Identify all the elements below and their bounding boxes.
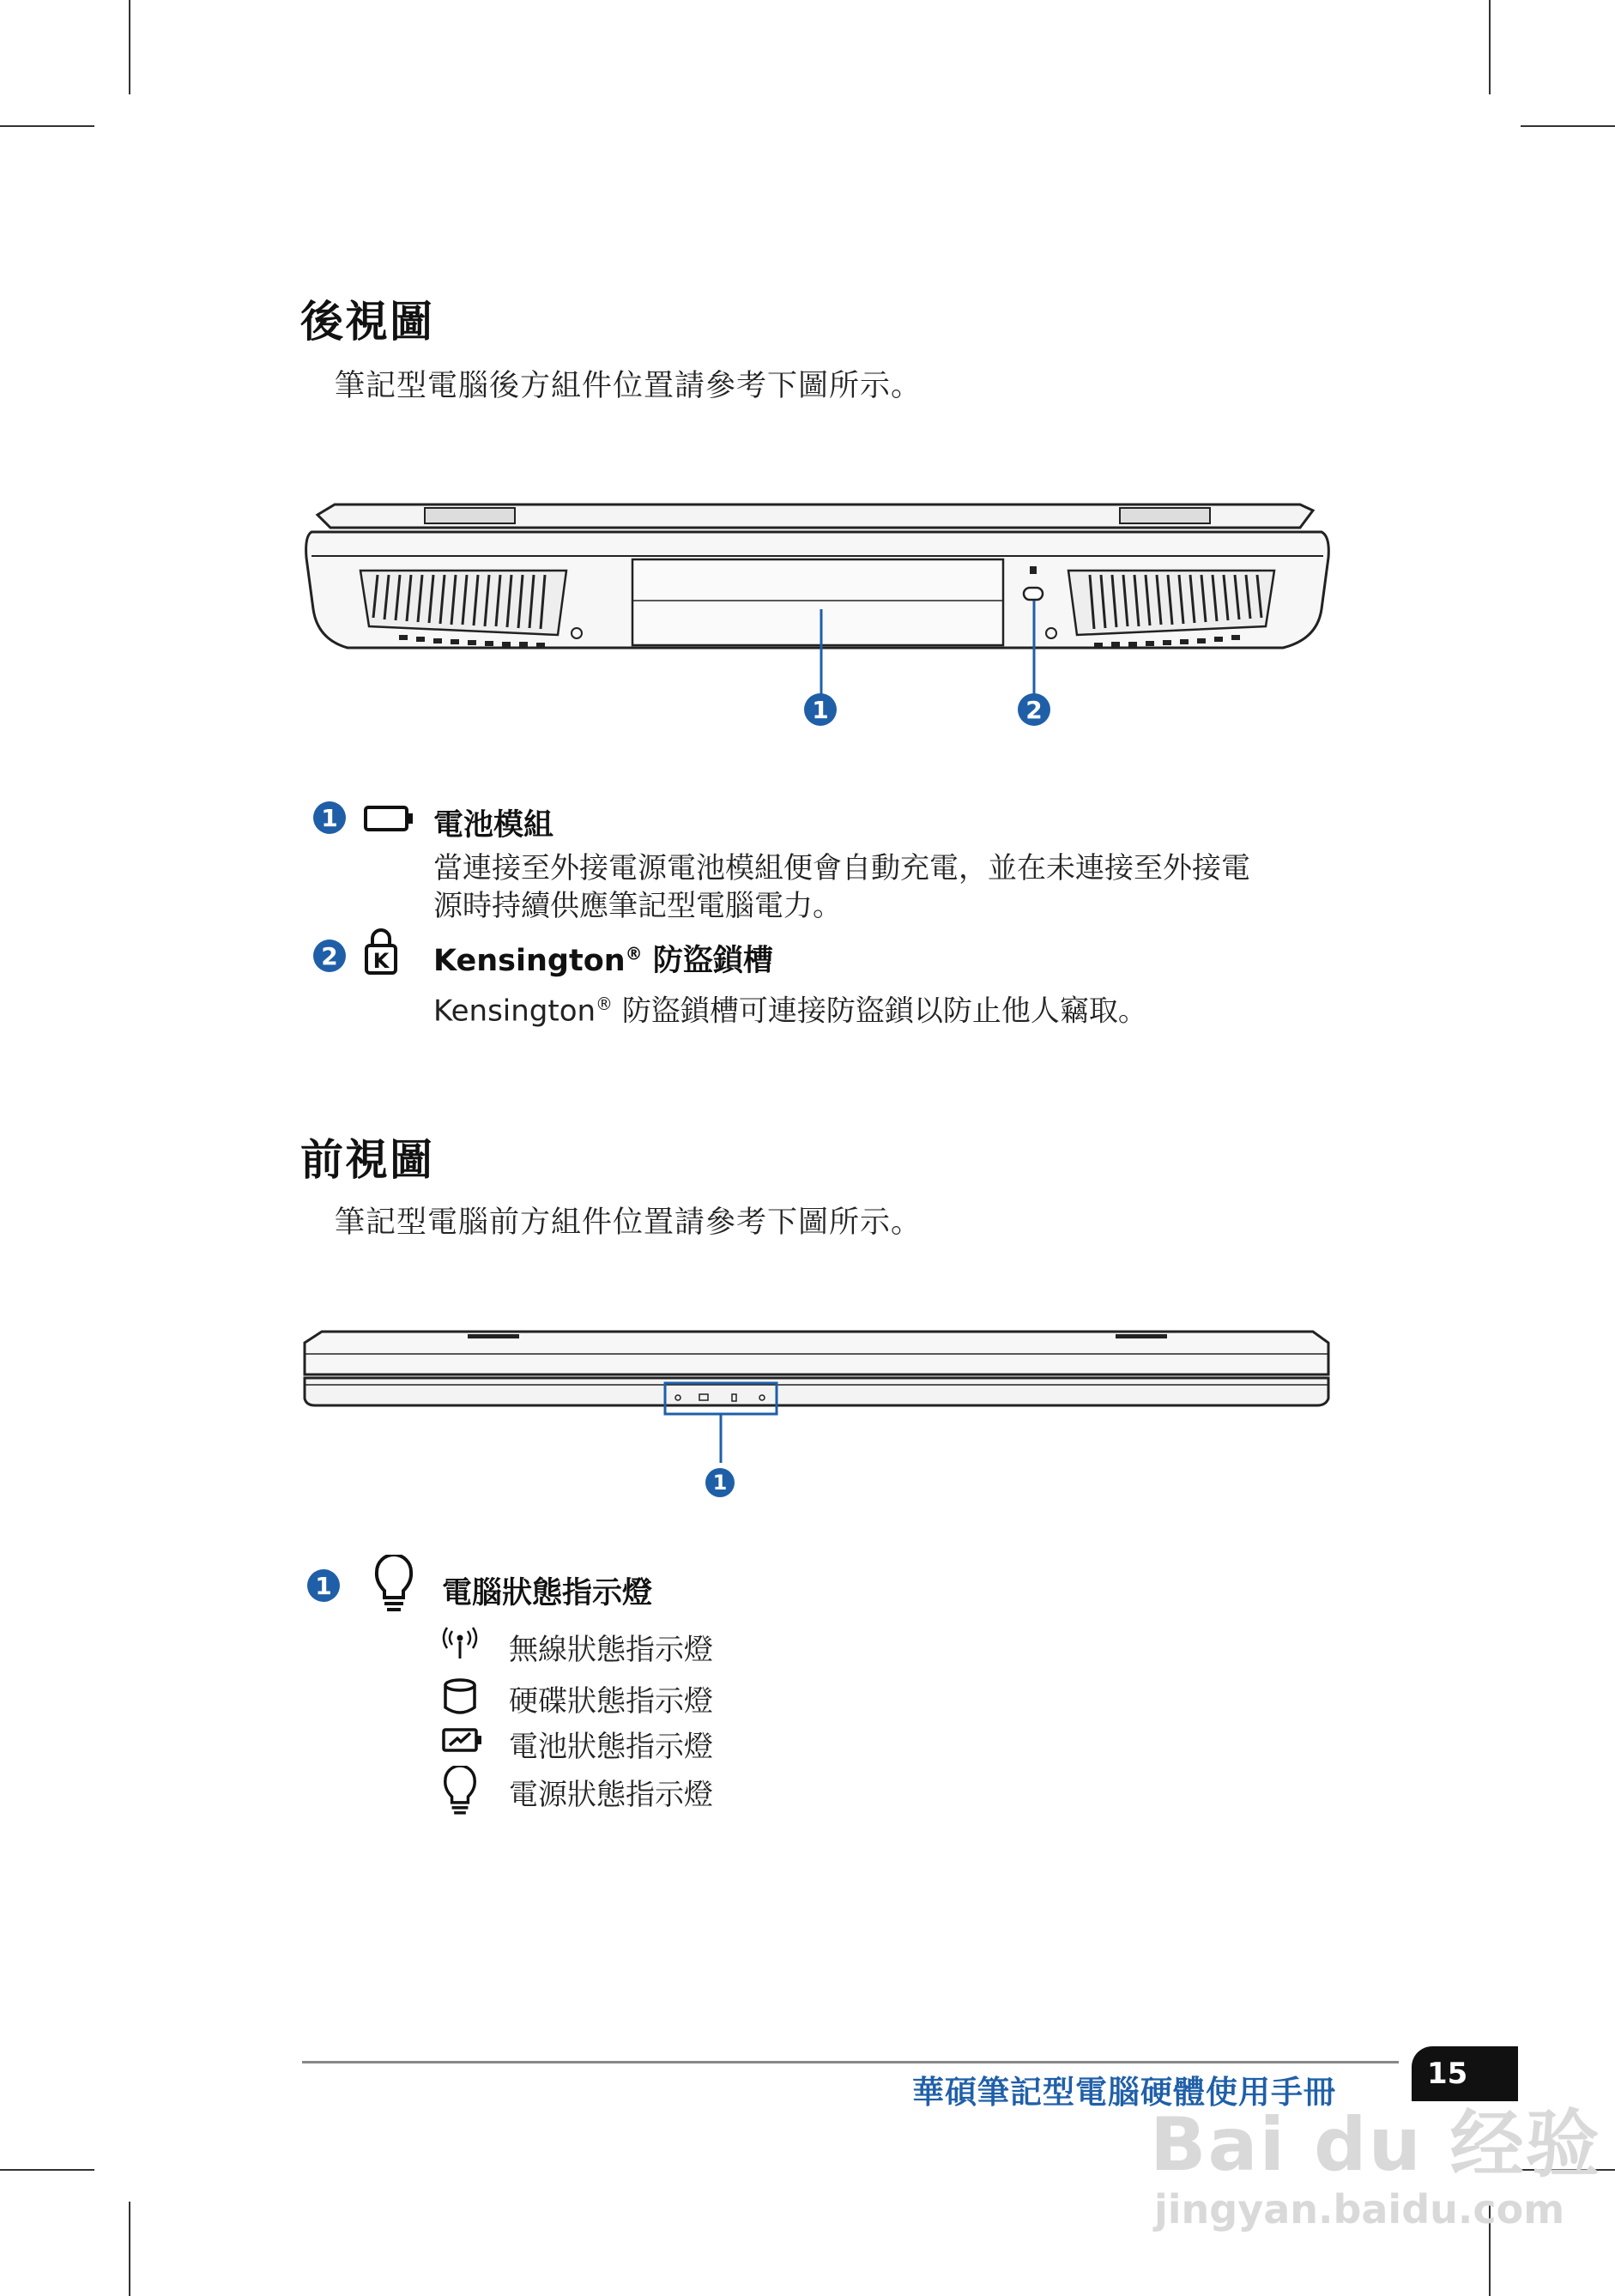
bulb-icon xyxy=(374,1555,414,1615)
hdd-indicator-label: 硬碟狀態指示燈 xyxy=(509,1684,713,1719)
svg-text:K: K xyxy=(372,949,390,973)
status-indicator-title: 電腦狀態指示燈 xyxy=(442,1576,653,1610)
front-view-heading: 前視圖 xyxy=(300,1135,434,1185)
crop-mark xyxy=(0,125,94,127)
kensington-desc xyxy=(433,985,1147,1030)
battery-icon xyxy=(364,805,414,832)
wireless-icon xyxy=(442,1626,478,1662)
kensington-desc-reg: ® xyxy=(596,994,614,1014)
kensington-title-main: Kensington xyxy=(433,944,626,978)
kensington-title-reg: ® xyxy=(625,943,643,964)
power-bulb-icon xyxy=(442,1766,478,1817)
battery-module-desc-line1: 當連接至外接電源電池模組便會自動充電，並在未連接至外接電 xyxy=(433,851,1250,885)
kensington-lock-icon xyxy=(364,927,398,975)
crop-mark xyxy=(1489,0,1491,94)
rear-view-heading: 後視圖 xyxy=(300,297,434,347)
kensington-desc-rest: 防盜鎖槽可連接防盜鎖以防止他人竊取。 xyxy=(613,994,1147,1029)
front-laptop-illustration xyxy=(296,1296,1339,1493)
wireless-indicator-label: 無線狀態指示燈 xyxy=(509,1633,713,1667)
page-number: 15 xyxy=(1412,2046,1518,2101)
rear-view-intro: 筆記型電腦後方組件位置請參考下圖所示。 xyxy=(335,369,922,403)
front-callout-1: 1 xyxy=(705,1468,735,1497)
manual-title: 華碩筆記型電腦硬體使用手冊 xyxy=(912,2074,1336,2111)
kensington-title-rest: 防盜鎖槽 xyxy=(642,944,773,978)
front-item-number-1: 1 xyxy=(307,1569,340,1602)
footer-rule xyxy=(302,2061,1399,2063)
item-number-2: 2 xyxy=(313,940,346,972)
hdd-icon xyxy=(442,1677,478,1715)
crop-mark xyxy=(129,2202,130,2296)
power-indicator-label: 電源狀態指示燈 xyxy=(509,1778,713,1812)
rear-callout-1: 1 xyxy=(804,693,837,726)
battery-module-title: 電池模組 xyxy=(433,808,554,843)
battery-module-desc-line2: 源時持續供應筆記型電腦電力。 xyxy=(433,889,842,923)
watermark-brand: Bai du 经验 xyxy=(1150,2102,1601,2188)
kensington-desc-main: Kensington xyxy=(433,994,596,1029)
battery-indicator-label: 電池狀態指示燈 xyxy=(509,1730,713,1764)
kensington-title xyxy=(433,937,773,980)
battery-charge-icon xyxy=(442,1726,483,1754)
rear-callout-2: 2 xyxy=(1018,693,1050,726)
item-number-1: 1 xyxy=(313,801,346,834)
crop-mark xyxy=(129,0,130,94)
crop-mark xyxy=(1521,125,1615,127)
crop-mark xyxy=(0,2169,94,2171)
watermark-url: jingyan.baidu.com xyxy=(1154,2186,1565,2233)
front-view-intro: 筆記型電腦前方組件位置請參考下圖所示。 xyxy=(335,1205,922,1240)
